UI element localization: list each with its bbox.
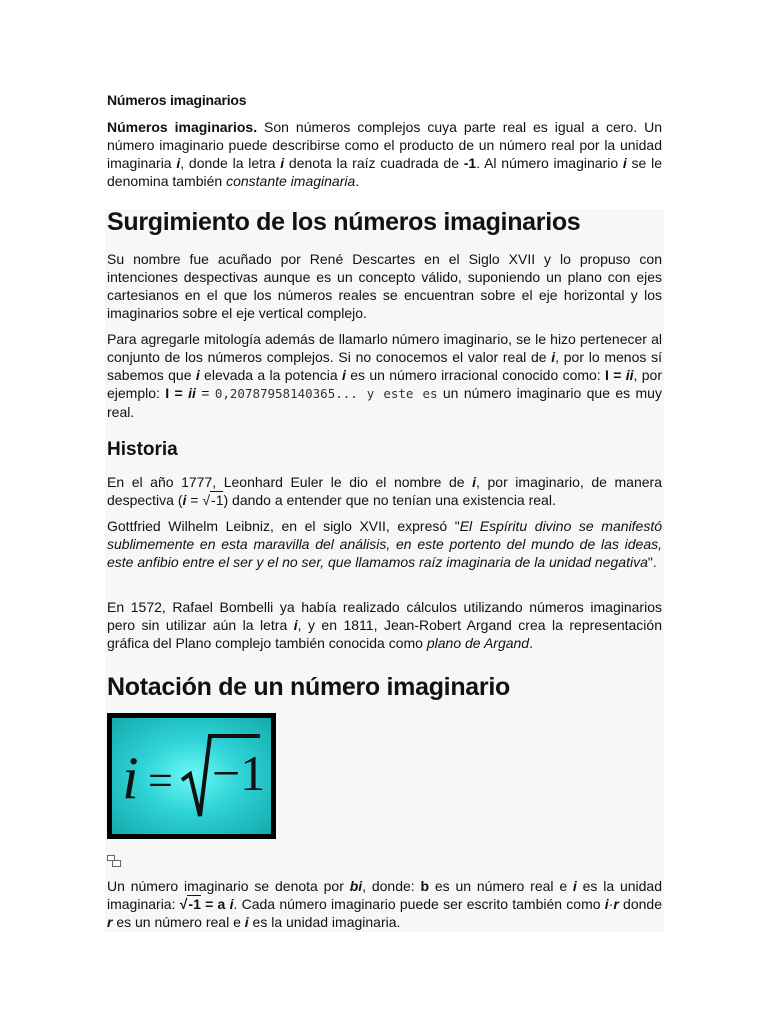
numeric-value: 0,20787958140365... y este es xyxy=(214,386,438,401)
formula-minus-one: −1 xyxy=(212,745,266,801)
equals-a: = a xyxy=(200,896,230,912)
text: Para agregarle mitología además de llamarlo número imaginario, se le hizo pertenecer al conjunto de los números complejos. Si no conocemos el valor real de xyxy=(107,331,662,365)
historia-paragraph-3 xyxy=(107,598,662,652)
text: , por ejemplo: xyxy=(107,367,662,401)
text: En 1572, Rafael Bombelli ya había realizado cálculos utilizando números imaginarios pero sin utilizar aún la letra xyxy=(107,599,662,633)
symbol-i: i xyxy=(622,155,627,171)
symbol-bi: bi xyxy=(349,878,363,894)
formula-image xyxy=(107,713,276,839)
enlarge-icon[interactable] xyxy=(107,854,121,872)
page-title: Números imaginarios xyxy=(107,92,247,108)
historia-paragraph-1 xyxy=(107,473,662,509)
symbol-i: i xyxy=(604,896,609,912)
text: donde xyxy=(618,896,662,912)
text: ) dando a entender que no tenían una existencia real. xyxy=(223,492,556,508)
symbol-i: i xyxy=(244,914,249,930)
text: = xyxy=(195,385,215,401)
text: elevada a la potencia xyxy=(199,367,343,383)
intro-text: denota la raíz cuadrada de xyxy=(284,155,464,171)
symbol-i: i xyxy=(551,349,556,365)
intro-text: . Al número imaginario xyxy=(476,155,623,171)
historia-paragraph-2 xyxy=(107,517,662,571)
formula-image-background xyxy=(112,718,271,834)
surgimiento-paragraph-2 xyxy=(107,330,662,421)
minus-one: -1 xyxy=(463,155,477,171)
notacion-paragraph xyxy=(107,877,662,931)
symbol-i: i xyxy=(342,367,346,383)
formula-part: ii xyxy=(625,367,634,383)
text: es un número real e xyxy=(112,914,245,930)
symbol-i: i xyxy=(176,155,181,171)
symbol-b: b xyxy=(420,878,430,894)
text: = xyxy=(186,492,203,508)
sqrt-symbol: √-1 xyxy=(202,492,224,508)
radicand: -1 xyxy=(188,896,201,912)
radicand: -1 xyxy=(211,492,224,508)
symbol-r: r xyxy=(107,914,113,930)
text: es la unidad imaginaria. xyxy=(248,914,401,930)
text: , donde: xyxy=(362,878,421,894)
text: Gottfried Wilhelm Leibniz, en el siglo XVII, expresó " xyxy=(107,518,460,534)
symbol-r: r xyxy=(613,896,619,912)
leibniz-quote: El Espíritu divino se manifestó sublimemente en esta maravilla del análisis, en este portento del mundo de las ideas, este anfibio entre el ser y el no ser, que llamamos raíz imaginaria de la unidad negativa xyxy=(107,518,662,570)
symbol-i: i xyxy=(182,492,187,508)
dot: · xyxy=(608,896,614,912)
section-heading-historia: Historia xyxy=(107,439,178,460)
formula-part: I = xyxy=(165,385,189,401)
text: un número imaginario que es muy real. xyxy=(107,385,662,420)
text: , y en 1811, Jean-Robert Argand crea la representación gráfica del Plano complejo también conocida como xyxy=(107,617,662,651)
text: Un número imaginario se denota por xyxy=(107,878,350,894)
symbol-i: i xyxy=(229,896,234,912)
constant-term: constante imaginaria xyxy=(226,173,356,189)
symbol-i: i xyxy=(472,474,477,490)
enlarge-icon-graphic xyxy=(107,855,121,867)
formula-equals: = xyxy=(148,756,173,805)
text: , por lo menos sí sabemos que xyxy=(107,349,662,383)
text: , por imaginario, de manera despectiva ( xyxy=(107,474,662,508)
symbol-i: i xyxy=(195,367,200,383)
text: ". xyxy=(647,554,657,570)
intro-text: se le denomina también xyxy=(107,155,662,189)
intro-text: Son números complejos cuya parte real es igual a cero. Un número imaginario puede describirse como el producto de un número real por la unidad imaginaria xyxy=(107,119,662,171)
text: . Cada número imaginario puede ser escrito también como xyxy=(233,896,605,912)
intro-text: . xyxy=(355,173,360,189)
text: . xyxy=(529,635,533,651)
text: es un número real e xyxy=(429,878,573,894)
section-heading-notacion: Notación de un número imaginario xyxy=(107,673,510,701)
surgimiento-paragraph-1: Su nombre fue acuñado por René Descartes en el Siglo XVII y lo propuso con intenciones despectivas aunque es un concepto válido, suponiendo un plano con ejes cartesianos en el que los números reales se encuentran sobre el eje horizontal y los imaginarios sobre el eje vertical complejo. xyxy=(107,251,662,321)
symbol-i: i xyxy=(572,878,577,894)
sqrt-symbol: √-1 xyxy=(179,896,201,912)
argand-term: plano de Argand xyxy=(426,635,530,651)
text: En el año 1777, Leonhard Euler le dio el nombre de xyxy=(107,474,473,490)
symbol-i: i xyxy=(293,617,298,633)
formula-i: i xyxy=(122,745,139,811)
text: es un número irracional conocido como: xyxy=(345,367,606,383)
intro-paragraph xyxy=(107,118,662,190)
formula-part: ii xyxy=(188,385,196,401)
text: es la unidad imaginaria: xyxy=(107,878,662,912)
formula-graphic xyxy=(112,718,271,834)
section-heading-surgimiento: Surgimiento de los números imaginarios xyxy=(107,208,581,236)
formula-part: I = xyxy=(605,367,626,383)
symbol-i: i xyxy=(280,155,285,171)
intro-text: , donde la letra xyxy=(180,155,281,171)
intro-lead: Números imaginarios. xyxy=(107,119,258,135)
